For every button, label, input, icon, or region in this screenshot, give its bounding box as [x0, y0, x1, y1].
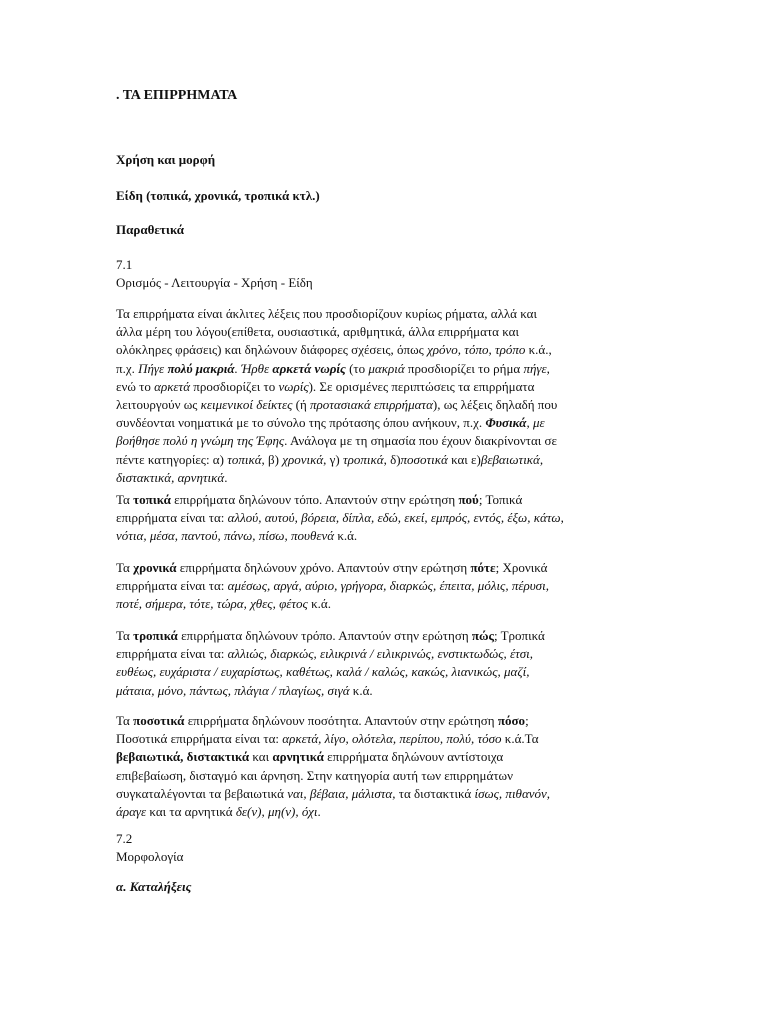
text-line: ευθέως, ευχάριστα / ευχαρίστως, καθέτως, καλά / καλώς, κακώς, λιανικώς, μαζί,: [116, 664, 530, 680]
text-line: π.χ. Πήγε πολύ μακριά. Ήρθε αρκετά νωρίς (το μακριά προσδιορίζει το ρήμα πήγε,: [116, 360, 550, 376]
section-7-2-header: [116, 830, 656, 866]
text-line: επιρρήματα είναι τα: αλλού, αυτού, βόρεια, δίπλα, εδώ, εκεί, εμπρός, εντός, έξω, κάτω,: [116, 510, 564, 526]
text-line: Τα τροπικά επιρρήματα δηλώνουν τρόπο. Απαντούν στην ερώτηση πώς; Τροπικά: [116, 628, 545, 643]
local-adverbs-paragraph: [116, 491, 656, 546]
text-line: Τα επιρρήματα είναι άκλιτες λέξεις που προσδιορίζουν κυρίως ρήματα, αλλά και: [116, 306, 537, 321]
text-line: ποτέ, σήμερα, τότε, τώρα, χθες, φέτος κ.ά.: [116, 596, 331, 612]
section-number: 7.2: [116, 831, 133, 846]
text-line: επιβεβαίωση, δισταγμό και άρνηση. Στην κατηγορία αυτή των επιρρημάτων: [116, 767, 513, 783]
quantitative-adverbs-paragraph: [116, 712, 656, 821]
section-number: 7.1: [116, 257, 133, 272]
text-line: Ποσοτικά επιρρήματα είναι τα: αρκετά, λίγο, ολότελα, περίπου, πολύ, τόσο κ.ά.Τα: [116, 731, 539, 747]
intro-paragraph: [116, 305, 656, 487]
text-line: Τα τοπικά επιρρήματα δηλώνουν τόπο. Απαντούν στην ερώτηση πού; Τοπικά: [116, 492, 523, 507]
text-line: διστακτικά, αρνητικά.: [116, 469, 228, 485]
page-title: . ΤΑ ΕΠΙΡΡΗΜΑΤΑ: [116, 88, 238, 103]
text-line: μάταια, μόνο, πάντως, πλάγια / πλαγίως, σιγά κ.ά.: [116, 682, 373, 698]
text-line: επιρρήματα είναι τα: αλλιώς, διαρκώς, ειλικρινά / ειλικρινώς, ενστικτωδώς, έτσι,: [116, 646, 534, 662]
heading-kinds: Είδη (τοπικά, χρονικά, τροπικά κτλ.): [116, 188, 320, 203]
section-title: Ορισμός - Λειτουργία - Χρήση - Είδη: [116, 275, 313, 291]
text-line: βεβαιωτικά, διστακτικά και αρνητικά επιρρήματα δηλώνουν αντίστοιχα: [116, 749, 504, 765]
text-line: άλλα μέρη του λόγου(επίθετα, ουσιαστικά, αριθμητικά, άλλα επιρρήματα και: [116, 324, 519, 340]
text-line: ενώ το αρκετά προσδιορίζει το νωρίς). Σε ορισμένες περιπτώσεις τα επιρρήματα: [116, 378, 535, 394]
heading-comparatives: Παραθετικά: [116, 222, 185, 237]
text-line: Τα χρονικά επιρρήματα δηλώνουν χρόνο. Απαντούν στην ερώτηση πότε; Χρονικά: [116, 560, 548, 575]
modal-adverbs-paragraph: [116, 627, 656, 700]
text-line: νότια, μέσα, παντού, πάνω, πίσω, πουθενά κ.ά.: [116, 528, 358, 544]
text-line: επιρρήματα είναι τα: αμέσως, αργά, αύριο, γρήγορα, διαρκώς, έπειτα, μόλις, πέρυσι,: [116, 578, 549, 594]
subheading-endings: α. Καταλήξεις: [116, 879, 192, 894]
text-line: ολόκληρες φράσεις) και δηλώνουν διάφορες σχέσεις, όπως χρόνο, τόπο, τρόπο κ.ά.,: [116, 342, 552, 358]
text-line: λειτουργούν ως κειμενικοί δείκτες (ή προτασιακά επιρρήματα), ως λέξεις δηλαδή που: [116, 397, 558, 413]
text-line: πέντε κατηγορίες: α) τοπικά, β) χρονικά, γ) τροπικά, δ)ποσοτικά και ε)βεβαιωτικά,: [116, 451, 544, 467]
text-line: συγκαταλέγονται τα βεβαιωτικά ναι, βέβαια, μάλιστα, τα διστακτικά ίσως, πιθανόν,: [116, 785, 551, 801]
text-line: Τα ποσοτικά επιρρήματα δηλώνουν ποσότητα. Απαντούν στην ερώτηση πόσο;: [116, 713, 529, 728]
text-line: άραγε και τα αρνητικά δε(ν), μη(ν), όχι.: [116, 804, 321, 820]
text-line: βοήθησε πολύ η γνώμη της Έφης. Ανάλογα με τη σημασία που έχουν διακρίνονται σε: [116, 433, 558, 449]
temporal-adverbs-paragraph: [116, 559, 656, 614]
section-title: Μορφολογία: [116, 849, 184, 865]
heading-usage: Χρήση και μορφή: [116, 152, 216, 167]
section-7-1-header: [116, 256, 656, 292]
text-line: συνδέονται νοηματικά με το σύνολο της πρότασης όπου ανήκουν, π.χ. Φυσικά, με: [116, 415, 545, 431]
